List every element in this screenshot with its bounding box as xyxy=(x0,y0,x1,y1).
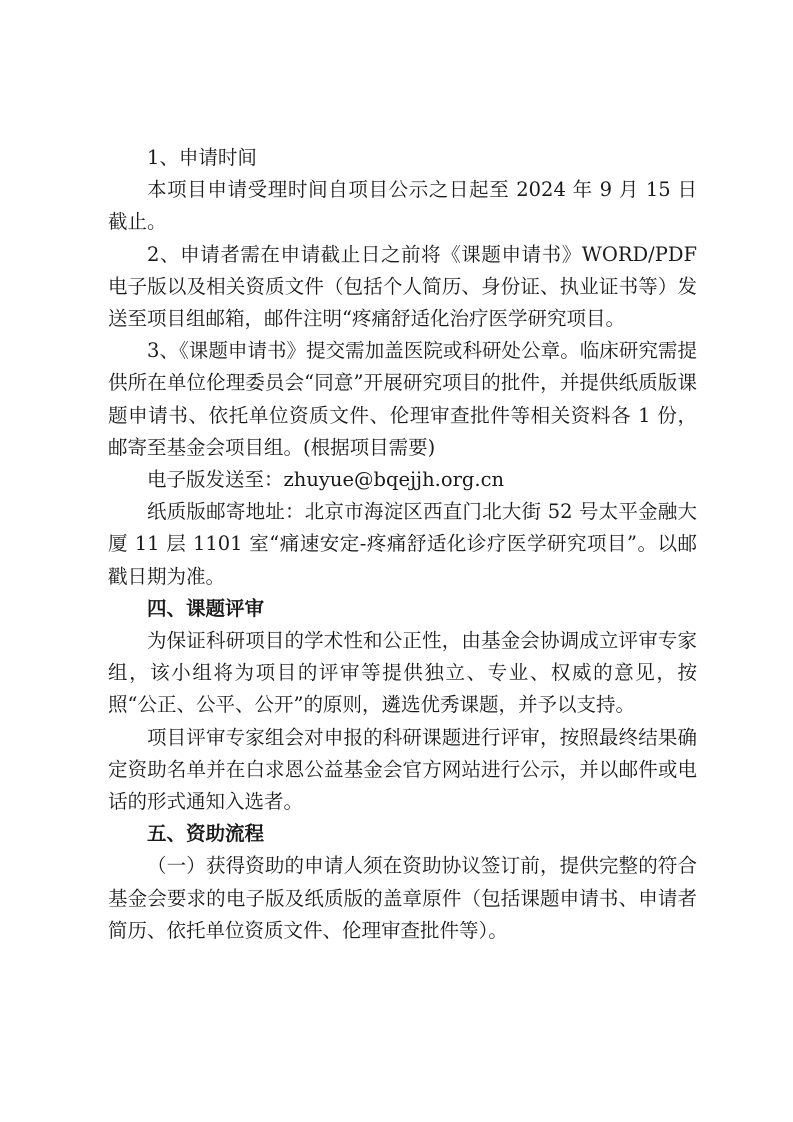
section-five-heading: 五、资助流程 xyxy=(147,822,265,846)
review-result-paragraph: 项目评审专家组会对申报的科研课题进行评审，按照最终结果确定资助名单并在白求恩公益基金会官方网站进行公示，并以邮件或电话的形式通知入选者。 xyxy=(108,725,697,814)
application-deadline-paragraph: 本项目申请受理时间自项目公示之日起至 2024 年 9 月 15 日截止。 xyxy=(108,178,697,234)
seal-requirement-paragraph: 3、《课题申请书》提交需加盖医院或科研处公章。临床研究需提供所在单位伦理委员会“同意”开展研究项目的批件，并提供纸质版课题申请书、依托单位资质文件、伦理审查批件等相关资料各 1 份，邮寄至基金会项目组。(根据项目需要) xyxy=(108,339,697,459)
section-four-heading: 四、课题评审 xyxy=(147,596,265,620)
mailing-address-paragraph: 纸质版邮寄地址：北京市海淀区西直门北大街 52 号太平金融大厦 11 层 1101 室“痛速安定-疼痛舒适化诊疗医学研究项目”。以邮戳日期为准。 xyxy=(108,500,697,588)
application-time-heading: 1、申请时间 xyxy=(147,146,257,169)
funding-process-paragraph: （一）获得资助的申请人须在资助协议签订前，提供完整的符合基金会要求的电子版及纸质版的盖章原件（包括课题申请书、申请者简历、依托单位资质文件、伦理审查批件等）。 xyxy=(108,854,697,942)
email-address-paragraph: 电子版发送至：zhuyue@bqejjh.org.cn xyxy=(147,468,505,492)
review-committee-paragraph: 为保证科研项目的学术性和公正性，由基金会协调成立评审专家组，该小组将为项目的评审等提供独立、专业、权威的意见，按照“公正、公平、公开”的原则，遴选优秀课题，并予以支持。 xyxy=(108,629,697,717)
submission-email-paragraph: 2、申请者需在申请截止日之前将《课题申请书》WORD/PDF 电子版以及相关资质文件（包括个人简历、身份证、执业证书等）发送至项目组邮箱，邮件注明“疼痛舒适化治疗医学研究项目。 xyxy=(108,242,697,331)
